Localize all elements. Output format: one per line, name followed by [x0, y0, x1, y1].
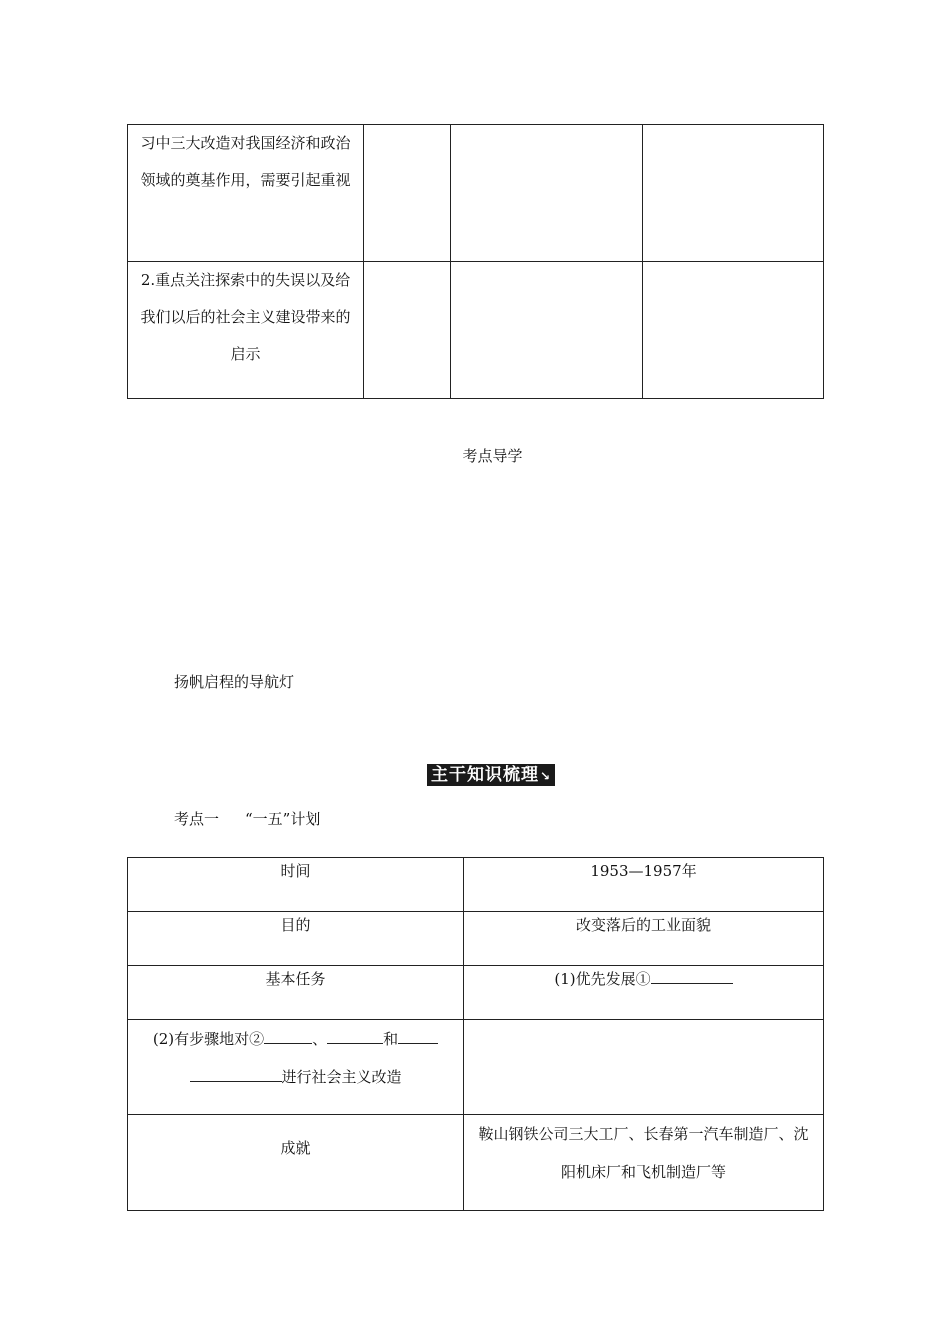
nav-light-heading: 扬帆启程的导航灯: [174, 673, 295, 691]
blank-field: [190, 1065, 282, 1082]
badge-label: 主干知识梳理: [431, 765, 539, 785]
table-cell: [642, 125, 823, 262]
table-cell: [128, 262, 364, 399]
table-cell: [450, 262, 642, 399]
task2-sep: 、: [312, 1030, 328, 1048]
task-label: 基本任务: [128, 966, 464, 1020]
knowledge-badge: [427, 764, 555, 786]
task2-cell: [128, 1020, 464, 1115]
table-cell: [364, 262, 451, 399]
goal-value: 改变落后的工业面貌: [464, 912, 824, 966]
kaodian-topic: “一五”计划: [245, 810, 321, 828]
goal-label: 目的: [128, 912, 464, 966]
achievement-value: 鞍山钢铁公司三大工厂、长春第一汽车制造厂、沈阳机床厂和飞机制造厂等: [464, 1115, 824, 1211]
kaodian-heading: [174, 808, 320, 829]
table-row: [128, 125, 824, 262]
time-value: 1953—1957年: [464, 858, 824, 912]
task2-line2: [128, 1058, 463, 1096]
table-row: [128, 858, 824, 912]
task2-prefix: (2)有步骤地对②: [152, 1030, 265, 1048]
table-row: [128, 1020, 824, 1115]
task2-line1: [128, 1020, 463, 1058]
table-cell: [450, 125, 642, 262]
task2-empty: [464, 1020, 824, 1115]
cell-text: 2.重点关注探索中的失误以及给我们以后的社会主义建设带来的启示: [140, 271, 351, 363]
achievement-label: 成就: [128, 1115, 464, 1211]
task-value: [464, 966, 824, 1020]
table-row: [128, 966, 824, 1020]
cell-text: 习中三大改造对我国经济和政治领域的奠基作用，需要引起重视: [140, 134, 351, 189]
task2-suffix: 进行社会主义改造: [281, 1068, 402, 1086]
task2-and: 和: [383, 1030, 399, 1048]
plan-table: [127, 857, 824, 1211]
kaodian-label: 考点一: [174, 810, 220, 828]
table-row: [128, 262, 824, 399]
top-table: [127, 124, 824, 399]
time-label: 时间: [128, 858, 464, 912]
blank-field: [264, 1027, 312, 1044]
blank-field: [651, 967, 733, 984]
table-cell: [642, 262, 823, 399]
table-row: [128, 1115, 824, 1211]
section-title: 考点导学: [462, 447, 523, 465]
blank-field: [398, 1027, 438, 1044]
task-value-text: (1)优先发展①: [554, 970, 651, 988]
table-cell: [128, 125, 364, 262]
blank-field: [327, 1027, 383, 1044]
table-row: [128, 912, 824, 966]
table-cell: [364, 125, 451, 262]
arrow-icon: ↘: [540, 769, 552, 783]
